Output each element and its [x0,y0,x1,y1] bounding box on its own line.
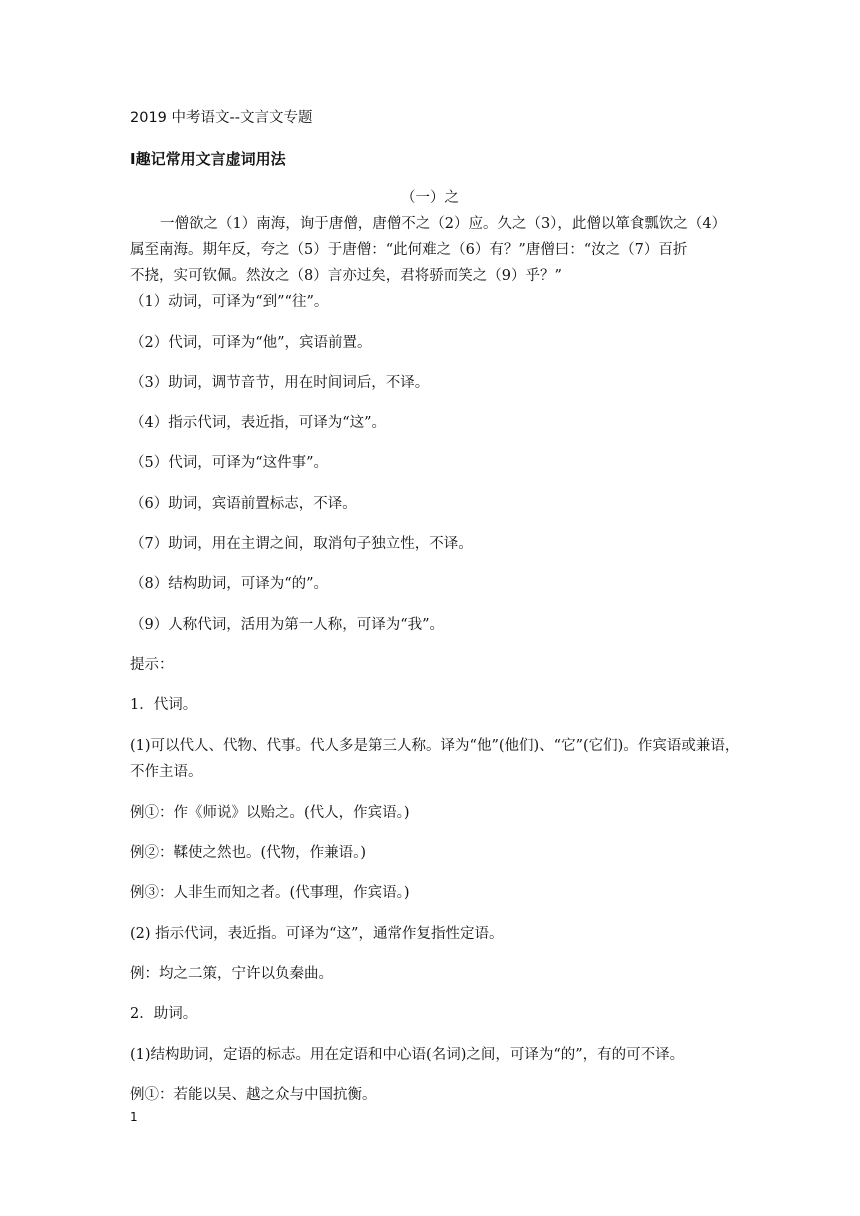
note-item: （6）助词，宾语前置标志，不译。 [130,496,357,512]
note-item: （3）助词，调节音节，用在时间词后，不译。 [130,375,430,391]
page-number: 1 [130,1110,138,1124]
section-heading: Ⅰ趣记常用文言虚词用法 [130,150,286,168]
passage-line: 一僧欲之（1）南海，询于唐僧，唐僧不之（2）应。久之（3），此僧以箪食瓢饮之（4） [160,216,727,232]
note-item: （5）代词，可译为“这件事”。 [130,455,329,471]
point-heading: 1．代词。 [130,697,198,713]
example-text: 例①：作《师说》以贻之。(代人，作宾语。) [130,805,410,821]
note-item: （7）助词，用在主谓之间，取消句子独立性，不译。 [130,536,473,552]
explanation-text: 不作主语。 [130,764,203,780]
tip-label: 提示： [130,657,174,673]
note-item: （2）代词，可译为“他”，宾语前置。 [130,335,372,351]
document-title: 2019 中考语文--文言文专题 [130,110,313,126]
explanation-text: (1)可以代人、代物、代事。代人多是第三人称。译为“他”(他们)、“它”(它们)。作宾语或兼语， [130,738,740,754]
subheading: （一）之 [401,190,459,206]
explanation-text: (2) 指示代词，表近指。可译为“这”，通常作复指性定语。 [130,926,504,942]
example-text: 例②：鞣使之然也。(代物，作兼语。) [130,845,367,861]
example-text: 例①：若能以吴、越之众与中国抗衡。 [130,1087,377,1103]
note-item: （9）人称代词，活用为第一人称，可译为“我”。 [130,617,445,633]
note-item: （4）指示代词，表近指，可译为“这”。 [130,415,387,431]
passage-line: 属至南海。期年反，夸之（5）于唐僧：“此何难之（6）有？”唐僧曰：“汝之（7）百折 [130,242,688,258]
example-text: 例③：人非生而知之者。(代事理，作宾语。) [130,885,410,901]
passage-line: 不挠，实可钦佩。然汝之（8）言亦过矣，君将骄而笑之（9）乎？” [130,268,562,284]
note-item: （8）结构助词，可译为“的”。 [130,576,329,592]
example-text: 例：均之二策，宁许以负秦曲。 [130,966,333,982]
explanation-text: (1)结构助词，定语的标志。用在定语和中心语(名词)之间，可译为“的”，有的可不译。 [130,1047,685,1063]
point-heading: 2．助词。 [130,1006,198,1022]
note-item: （1）动词，可译为“到”“往”。 [130,294,329,310]
